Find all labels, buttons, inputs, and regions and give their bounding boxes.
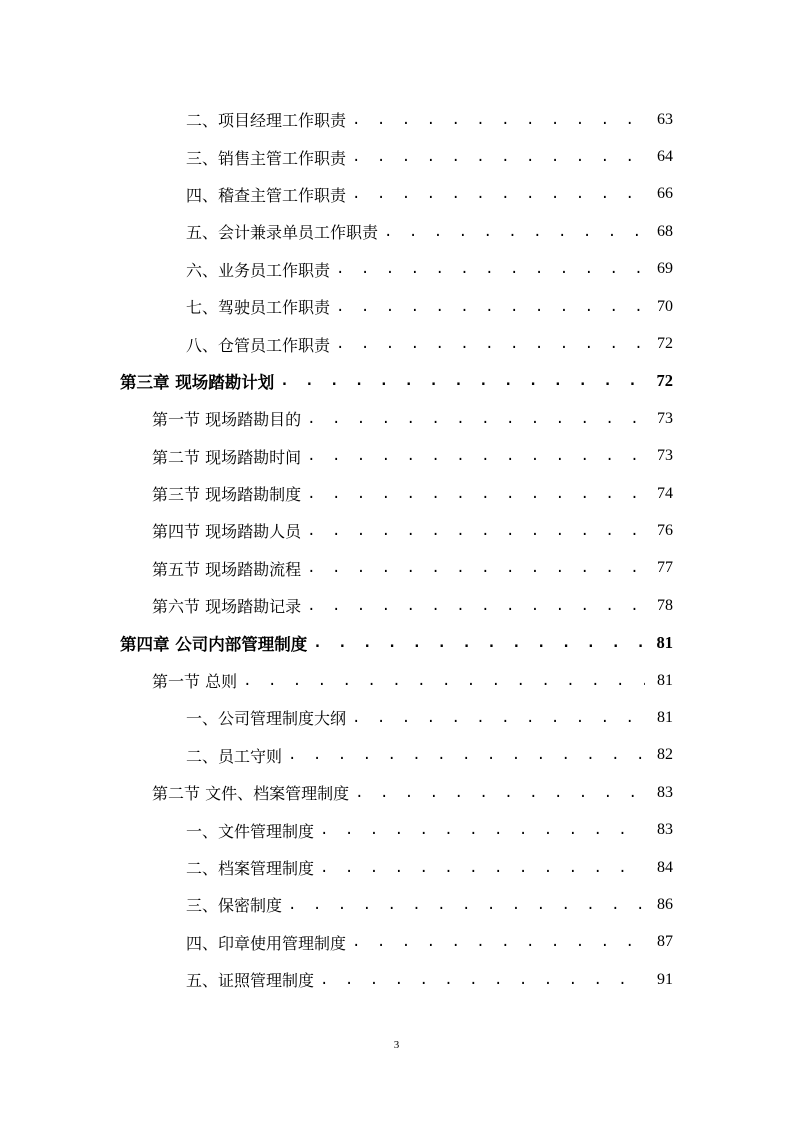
toc-entry-title: 一、文件管理制度: [186, 821, 315, 841]
toc-dot-leader: [307, 560, 645, 576]
toc-entry-page: 86: [657, 895, 673, 913]
toc-entry-title: 二、档案管理制度: [186, 859, 315, 878]
toc-entry-title: 六、业务员工作职责: [186, 260, 331, 280]
toc-section-entry[interactable]: [0, 400, 793, 437]
toc-entry-page: 63: [657, 110, 673, 128]
toc-entry-title: 二、员工守则: [186, 746, 283, 766]
toc-entry[interactable]: [0, 101, 793, 138]
toc-entry[interactable]: [0, 251, 793, 288]
toc-entry-page: 87: [657, 933, 673, 951]
toc-entry-title: 第二节 现场踏勘时间: [152, 447, 302, 467]
toc-entry[interactable]: [0, 138, 793, 175]
toc-entry-page: 78: [657, 596, 673, 614]
toc-entry-title: 第二节 文件、档案管理制度: [152, 784, 350, 804]
toc-entry-title: 七、驾驶员工作职责: [186, 298, 331, 318]
toc-entry-page: 64: [657, 148, 673, 166]
toc-dot-leader: [352, 112, 645, 128]
toc-entry-title: 四、印章使用管理制度: [186, 933, 347, 953]
toc-entry[interactable]: [0, 961, 793, 998]
toc-entry-title: 二、项目经理工作职责: [186, 111, 347, 131]
toc-entry-page: 83: [657, 783, 673, 801]
page-number: 3: [393, 1039, 400, 1051]
toc-entry-page: 74: [657, 484, 673, 502]
toc-dot-leader: [336, 299, 645, 315]
toc-entry[interactable]: [0, 213, 793, 250]
toc-entry-page: 84: [657, 858, 673, 876]
toc-dot-leader: [320, 972, 645, 988]
toc-entry-title: 四、稽查主管工作职责: [186, 185, 347, 205]
toc-entry-page: 81: [657, 671, 673, 689]
toc-entry[interactable]: [0, 288, 793, 325]
toc-entry-page: 68: [657, 222, 673, 240]
toc-section-entry[interactable]: [0, 662, 793, 699]
toc-entry-title: 第五节 现场踏勘流程: [152, 559, 302, 579]
toc-entry-title: 八、仓管员工作职责: [186, 335, 331, 355]
toc-entry-title: 第六节 现场踏勘记录: [152, 597, 302, 617]
toc-dot-leader: [352, 149, 645, 165]
toc-entry[interactable]: [0, 737, 793, 774]
toc-entry-page: 82: [657, 746, 673, 764]
toc-entry-title: 第三节 现场踏勘制度: [152, 485, 302, 505]
toc-dot-leader: [384, 224, 645, 240]
toc-dot-leader: [352, 934, 645, 950]
table-of-contents: [0, 101, 793, 998]
toc-dot-leader: [280, 373, 645, 389]
toc-dot-leader: [307, 598, 645, 614]
toc-dot-leader: [352, 710, 645, 726]
toc-dot-leader: [352, 186, 645, 202]
toc-entry-page: 73: [657, 409, 673, 427]
toc-section-entry[interactable]: [0, 774, 793, 811]
toc-entry[interactable]: [0, 699, 793, 736]
toc-entry-title: 第四节 现场踏勘人员: [152, 522, 302, 542]
toc-entry-title: 一、公司管理制度大纲: [186, 709, 347, 729]
toc-entry-page: 66: [657, 185, 673, 203]
toc-entry-title: 三、保密制度: [186, 896, 283, 916]
toc-dot-leader: [336, 261, 645, 277]
toc-entry-page: 83: [657, 821, 673, 839]
toc-dot-leader: [307, 411, 645, 427]
toc-entry-title: 第一节 现场踏勘目的: [152, 410, 302, 430]
toc-dot-leader: [336, 336, 645, 352]
toc-section-entry[interactable]: [0, 587, 793, 624]
toc-chapter-entry[interactable]: [0, 624, 793, 661]
toc-entry-title: 第四章 公司内部管理制度: [120, 635, 308, 655]
toc-entry[interactable]: [0, 924, 793, 961]
toc-entry[interactable]: [0, 886, 793, 923]
toc-section-entry[interactable]: [0, 550, 793, 587]
toc-dot-leader: [307, 448, 645, 464]
toc-entry-title: 三、销售主管工作职责: [186, 148, 347, 168]
toc-entry-page: 81: [656, 633, 673, 653]
toc-entry-page: 72: [657, 335, 673, 353]
toc-entry-title: 五、证照管理制度: [186, 971, 315, 991]
toc-entry-page: 76: [657, 521, 673, 539]
toc-dot-leader: [288, 747, 645, 763]
toc-dot-leader: [355, 785, 645, 801]
toc-section-entry[interactable]: [0, 475, 793, 512]
toc-dot-leader: [307, 486, 645, 502]
toc-entry-page: 72: [656, 371, 673, 391]
toc-dot-leader: [288, 897, 645, 913]
toc-entry-page: 69: [657, 260, 673, 278]
toc-dot-leader: [320, 860, 645, 876]
toc-entry-title: 第三章 现场踏勘计划: [120, 373, 275, 393]
toc-section-entry[interactable]: [0, 438, 793, 475]
toc-chapter-entry[interactable]: [0, 363, 793, 400]
toc-dot-leader: [313, 635, 645, 651]
toc-entry-page: 81: [657, 708, 673, 726]
toc-entry-title: 五、会计兼录单员工作职责: [186, 223, 379, 243]
toc-entry-page: 73: [657, 447, 673, 465]
toc-entry-page: 77: [657, 559, 673, 577]
toc-entry[interactable]: [0, 325, 793, 362]
toc-entry-page: 91: [657, 970, 673, 988]
toc-entry[interactable]: [0, 811, 793, 848]
toc-entry-page: 70: [657, 297, 673, 315]
toc-dot-leader: [320, 822, 645, 838]
toc-entry-title: 第一节 总则: [152, 672, 238, 692]
toc-entry[interactable]: [0, 176, 793, 213]
toc-dot-leader: [243, 673, 645, 689]
toc-entry[interactable]: [0, 849, 793, 886]
toc-dot-leader: [307, 523, 645, 539]
toc-section-entry[interactable]: [0, 512, 793, 549]
